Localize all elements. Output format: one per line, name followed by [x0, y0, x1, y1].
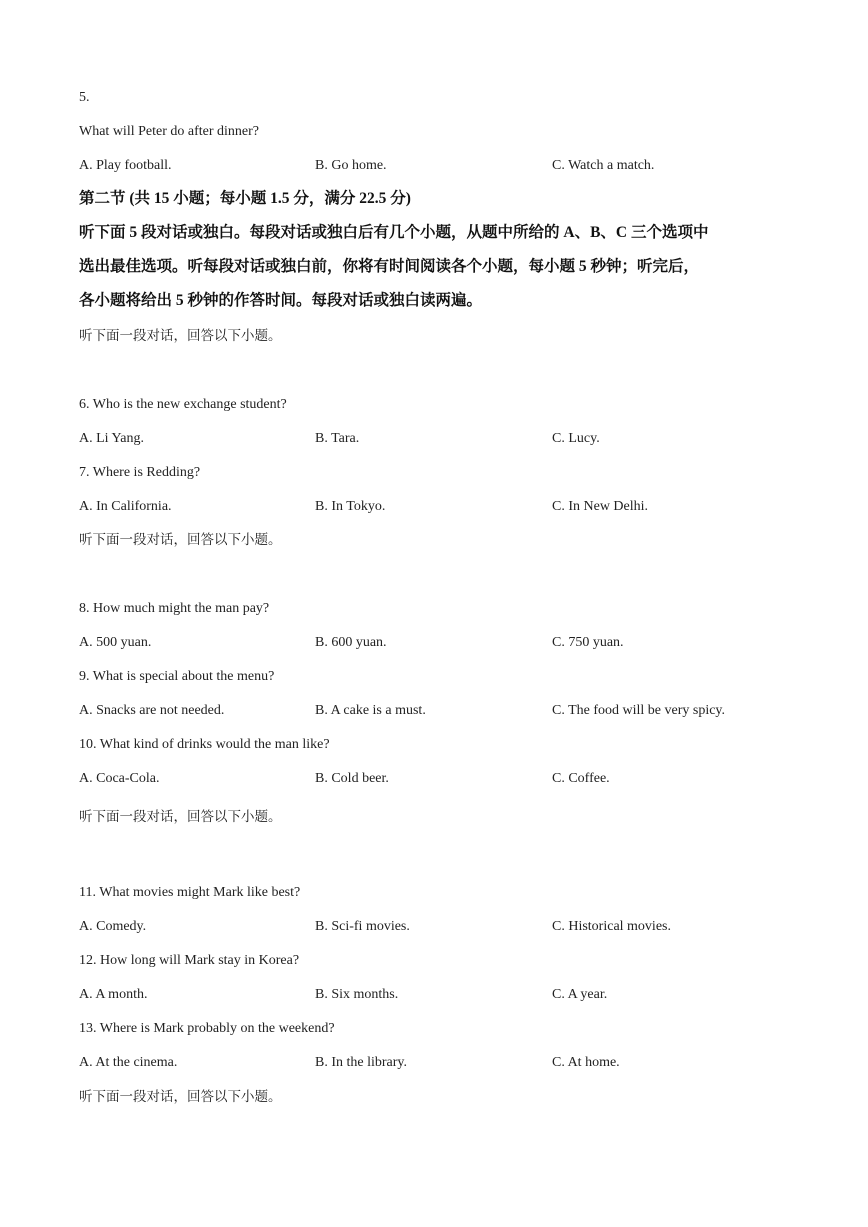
question-5-number: 5.: [79, 90, 90, 105]
question-12-option-c: C. A year.: [552, 987, 608, 1002]
question-6-option-b: B. Tara.: [315, 431, 360, 446]
dialogue-prompt-4: 听下面一段对话，回答以下小题。: [79, 1089, 282, 1104]
dialogue-prompt-3: 听下面一段对话，回答以下小题。: [79, 809, 282, 824]
section-2-instructions-line-3: 各小题将给出 5 秒钟的作答时间。每段对话或独白读两遍。: [79, 292, 483, 309]
question-10-option-b: B. Cold beer.: [315, 771, 389, 786]
question-13-option-c: C. At home.: [552, 1055, 620, 1070]
question-6-text: 6. Who is the new exchange student?: [79, 397, 287, 412]
question-7-option-a: A. In California.: [79, 499, 172, 514]
question-12-option-b: B. Six months.: [315, 987, 399, 1002]
question-13-text: 13. Where is Mark probably on the weekend?: [79, 1021, 335, 1036]
question-5-text: What will Peter do after dinner?: [79, 124, 259, 139]
question-5-option-b: B. Go home.: [315, 158, 387, 173]
question-6-option-a: A. Li Yang.: [79, 431, 144, 446]
question-9-option-c: C. The food will be very spicy.: [552, 703, 726, 718]
question-9-text: 9. What is special about the menu?: [79, 669, 275, 684]
question-13-option-b: B. In the library.: [315, 1055, 408, 1070]
question-11-option-a: A. Comedy.: [79, 919, 147, 934]
question-12-text: 12. How long will Mark stay in Korea?: [79, 953, 300, 968]
question-7-option-b: B. In Tokyo.: [315, 499, 386, 514]
question-10-option-a: A. Coca-Cola.: [79, 771, 160, 786]
question-11-option-b: B. Sci-fi movies.: [315, 919, 410, 934]
question-7-option-c: C. In New Delhi.: [552, 499, 649, 514]
question-10-option-c: C. Coffee.: [552, 771, 610, 786]
section-2-heading: 第二节 (共 15 小题；每小题 1.5 分，满分 22.5 分): [79, 190, 411, 207]
dialogue-prompt-2: 听下面一段对话，回答以下小题。: [79, 532, 282, 547]
section-2-instructions-line-1: 听下面 5 段对话或独白。每段对话或独白后有几个小题，从题中所给的 A、B、C 三个选项中: [79, 224, 709, 241]
question-13-option-a: A. At the cinema.: [79, 1055, 178, 1070]
section-2-instructions-line-2: 选出最佳选项。听每段对话或独白前，你将有时间阅读各个小题，每小题 5 秒钟；听完后，: [79, 258, 700, 275]
question-8-text: 8. How much might the man pay?: [79, 601, 270, 616]
question-11-text: 11. What movies might Mark like best?: [79, 885, 301, 900]
question-8-option-b: B. 600 yuan.: [315, 635, 387, 650]
dialogue-prompt-1: 听下面一段对话，回答以下小题。: [79, 328, 282, 343]
question-8-option-c: C. 750 yuan.: [552, 635, 624, 650]
question-12-option-a: A. A month.: [79, 987, 148, 1002]
question-5-option-a: A. Play football.: [79, 158, 172, 173]
question-5-option-c: C. Watch a match.: [552, 158, 655, 173]
question-8-option-a: A. 500 yuan.: [79, 635, 152, 650]
question-7-text: 7. Where is Redding?: [79, 465, 201, 480]
question-11-option-c: C. Historical movies.: [552, 919, 671, 934]
question-9-option-b: B. A cake is a must.: [315, 703, 426, 718]
question-10-text: 10. What kind of drinks would the man like?: [79, 737, 330, 752]
question-9-option-a: A. Snacks are not needed.: [79, 703, 225, 718]
question-6-option-c: C. Lucy.: [552, 431, 600, 446]
